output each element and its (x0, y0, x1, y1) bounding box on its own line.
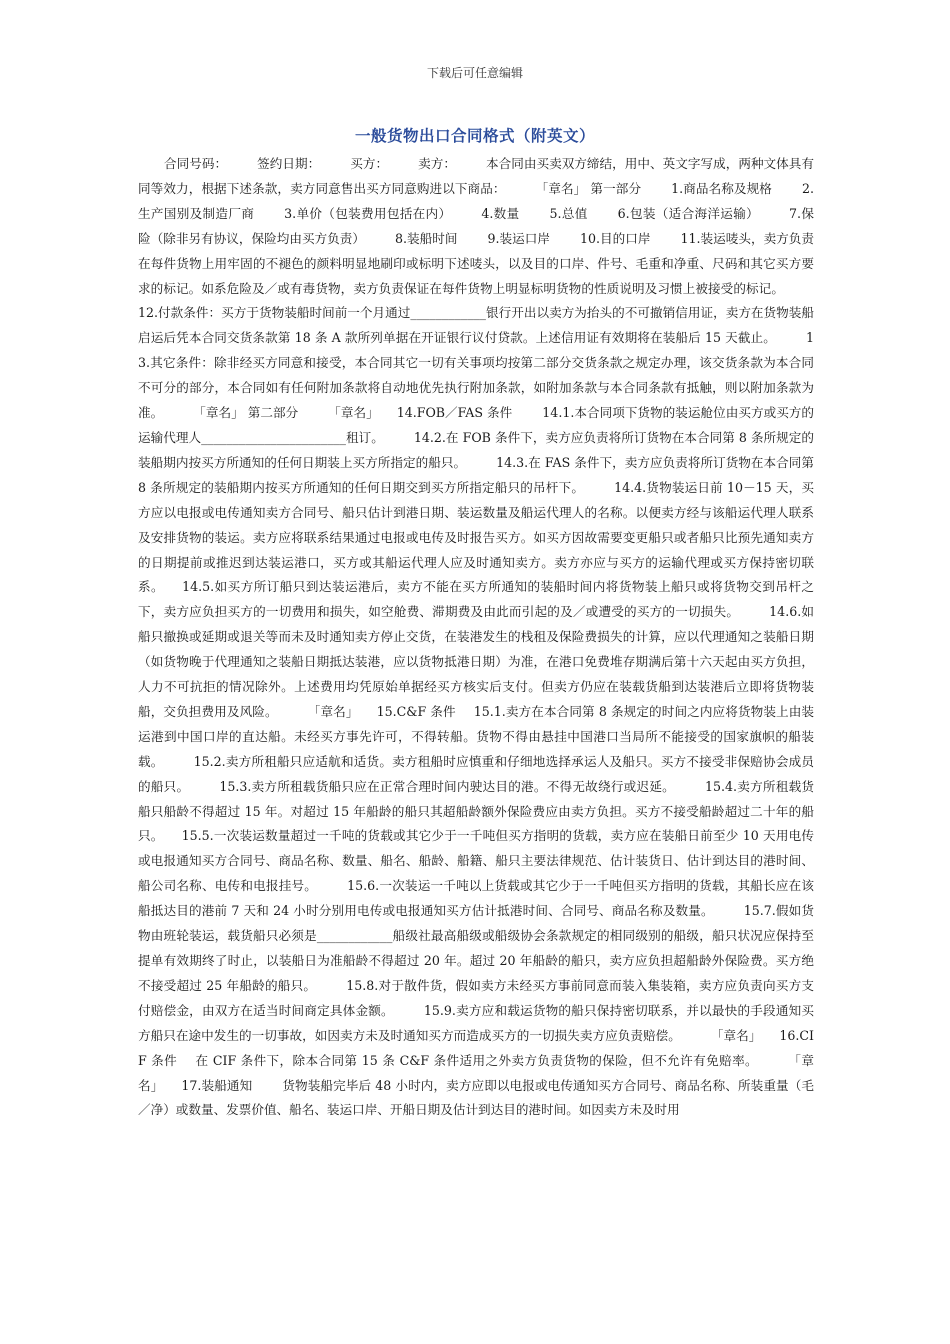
page-header-note: 下载后可任意编辑 (426, 66, 523, 80)
clause-15-8: 15.8.对于散件货，假如卖方未经买方事前同意而装入集装箱，卖方应负责向买方支付赔偿金，由双方在适当时间商定具体金额。 (138, 977, 814, 1018)
clause-15-heading: 15.C&F 条件 (376, 703, 456, 719)
chapter-label-17-close: 名」 (138, 1077, 164, 1093)
intro-text: 本合同由买卖双方缔结，用中、英文字写成，两种文体具有同等效力，根据下述条款，卖方同意售出买方同意购进以下商品： (138, 156, 815, 196)
clause-15-5: 15.5.一次装运数量超过一千吨的货载或其它少于一千吨但买方指明的货载，卖方应在装船日前至少 10 天用电传或电报通知买方合同号、商品名称、数量、船名、船龄、船籍、船只主要法律规范、估计装货日、估计到达目的港时间、船公司名称、电传和电报挂号。 (138, 828, 815, 894)
chapter-label-16: 「章名」 (710, 1027, 762, 1043)
chapter-label-17-open: 「章 (788, 1052, 815, 1068)
item-6: 6.包装（适合海洋运输） (617, 205, 760, 221)
clause-15-6: 15.6.一次装运一千吨以上货载或其它少于一千吨但买方指明的货载，其船长应在该船抵达目的港前 7 天和 24 小时分别用电传或电报通知买方估计抵港时间、合同号、商品名称及数量。 (138, 878, 815, 919)
field-buyer: 买方： (350, 156, 389, 171)
item-5: 5.总值 (549, 205, 588, 221)
clause-12: 12.付款条件：买方于货物装船时间前一个月通过____________银行开出以卖方为抬头的不可撤销信用证，卖方在货物装船启运后凭本合同交货条款第 18 条 A 款所列单据在开证银行议付贷款。上述信用证有效期将在装船后 15 天截止。 (138, 305, 814, 346)
field-sign-date: 签约日期： (257, 156, 321, 171)
clause-15-3: 15.3.卖方所租载货船只应在正常合理时间内驶达目的港。不得无故绕行或迟延。 (219, 778, 675, 794)
clause-14-heading: 14.FOB／FAS 条件 (396, 405, 513, 421)
chapter-label-15: 「章名」 (307, 703, 359, 719)
part2-heading: 「章名」 第二部分 (193, 405, 299, 421)
clause-14-4: 14.4.货物装运日前 10－15 天，买方应以电报或电传通知卖方合同号、船只估计到港日期、装运数量及船运代理人的名称。以便卖方经与该船运代理人联系及安排货物的装运。卖方应将联系结果通过电报或电传及时报告买方。如买方因故需要变更船只或者船只比预先通知卖方的日期提前或推迟到达装运港口，买方或其船运代理人应及时通知卖方。卖方亦应与买方的运输代理或买方保持密切联系。 (138, 479, 814, 595)
clause-16-heading: 16.CIF 条件 (138, 1027, 815, 1068)
chapter-label-14: 「章名」 (328, 405, 379, 421)
clause-15-9: 15.9.卖方应和载运货物的船只保持密切联系，并以最快的手段通知买方船只在途中发生的一切事故，如因卖方未及时通知买方而造成买方的一切损失卖方应负责赔偿。 (138, 1002, 815, 1043)
clause-14-5: 14.5.如买方所订船只到达装运港后，卖方不能在买方所通知的装船时间内将货物装上船只或将货物交到吊杆之下，卖方应负担买方的一切费用和损失，如空舱费、滞期费及由此而引起的及／或遭受的买方的一切损失。 (138, 579, 815, 620)
clause-17-text: 货物装船完毕后 48 小时内，卖方应即以电报或电传通知买方合同号、商品名称、所装重量（毛／净）或数量、发票价值、船名、装运口岸、开船日期及估计到达目的港时间。如因卖方未及时用 (138, 1077, 814, 1118)
clause-17-heading: 17.装船通知 (181, 1077, 253, 1093)
clause-11: 11.装运唛头，卖方负责在每件货物上用牢固的不褪色的颜料明显地刷印或标明下述唛头，以及目的口岸、件号、毛重和净重、尺码和其它买方要求的标记。如系危险及／或有毒货物，卖方负责保证在每件货物上明显标明货物的性质说明及习惯上被接受的标记。 (138, 230, 814, 296)
clause-15-1: 15.1.卖方在本合同第 8 条规定的时间之内应将货物装上由装运港到中国口岸的直达船。未经买方事先许可，不得转船。货物不得由悬挂中国港口当局所不能接受的国家旗帜的船装载。 (138, 703, 815, 769)
clause-14-6: 14.6.如船只撤换或延期或退关等而未及时通知卖方停止交货，在装港发生的栈租及保险费损失的计算，应以代理通知之装船日期（如货物晚于代理通知之装船日期抵达装港，应以货物抵港日期）为准，在港口免费堆存期满后第十六天起由买方负担，人力不可抗拒的情况除外。上述费用均凭原始单据经买方核实后支付。但卖方仍应在装载货船到达装港后立即将货物装船，交负担费用及风险。 (138, 604, 815, 719)
item-8: 8.装船时间 (395, 230, 458, 246)
clause-13: 13.其它条件：除非经买方同意和接受，本合同其它一切有关事项均按第二部分交货条款之规定办理，该交货条款为本合同不可分的部分，本合同如有任何附加条款将自动地优先执行附加条款，如附加条款与本合同条款有抵触，则以附加条款为准。 (138, 330, 814, 421)
contract-body (138, 152, 814, 1123)
item-1: 1.商品名称及规格 (671, 180, 772, 196)
document-title: 一般货物出口合同格式（附英文） (354, 126, 595, 145)
item-3: 3.单价（包装费用包括在内） (284, 205, 452, 221)
clause-14-3: 14.3.在 FAS 条件下，卖方应负责将所订货物在本合同第 8 条所规定的装船期内按买方所通知的任何日期交到买方所指定船只的吊杆下。 (138, 454, 814, 495)
item-4: 4.数量 (481, 205, 520, 221)
item-2: 2.生产国别及制造厂商 (138, 180, 814, 221)
clause-16-text: 在 CIF 条件下，除本合同第 15 条 C&F 条件适用之外卖方负责货物的保险，但不允许有免赔率。 (195, 1052, 759, 1068)
clause-15-7: 15.7.假如货物由班轮装运，载货船只必须是____________船级社最高船级或船级协会条款规定的相同级别的船级，船只状况应保持至提单有效期终了时止，以装船日为准船龄不得超过 20 年。超过 20 年船龄的船只，卖方应负担超船龄外保险费。买方绝不接受超过 25 年船龄的船只。 (138, 903, 814, 993)
item-7: 7.保险（除非另有协议，保险均由买方负责） (138, 205, 814, 246)
part1-heading: 「章名」 第一部分 (535, 180, 642, 196)
clause-15-4: 15.4.卖方所租载货船只船龄不得超过 15 年。对超过 15 年船龄的船只其超船龄额外保险费应由卖方负担。买方不接受船龄超过二十年的船只。 (138, 778, 815, 844)
clause-14-2: 14.2.在 FOB 条件下，卖方应负责将所订货物在本合同第 8 条所规定的装船期内按买方所通知的任何日期装上买方所指定的船只。 (138, 429, 814, 470)
clause-15-2: 15.2.卖方所租船只应适航和适货。卖方租船时应慎重和仔细地选择承运人及船只。买方不接受非保赔协会成员的船只。 (138, 753, 815, 794)
clause-14-1: 14.1.本合同项下货物的装运舱位由买方或买方的运输代理人_______________________租订。 (138, 405, 815, 445)
item-9: 9.装运口岸 (487, 230, 550, 246)
field-seller: 卖方： (418, 156, 456, 171)
item-10: 10.目的口岸 (579, 230, 651, 246)
field-contract-number: 合同号码： (164, 156, 228, 171)
